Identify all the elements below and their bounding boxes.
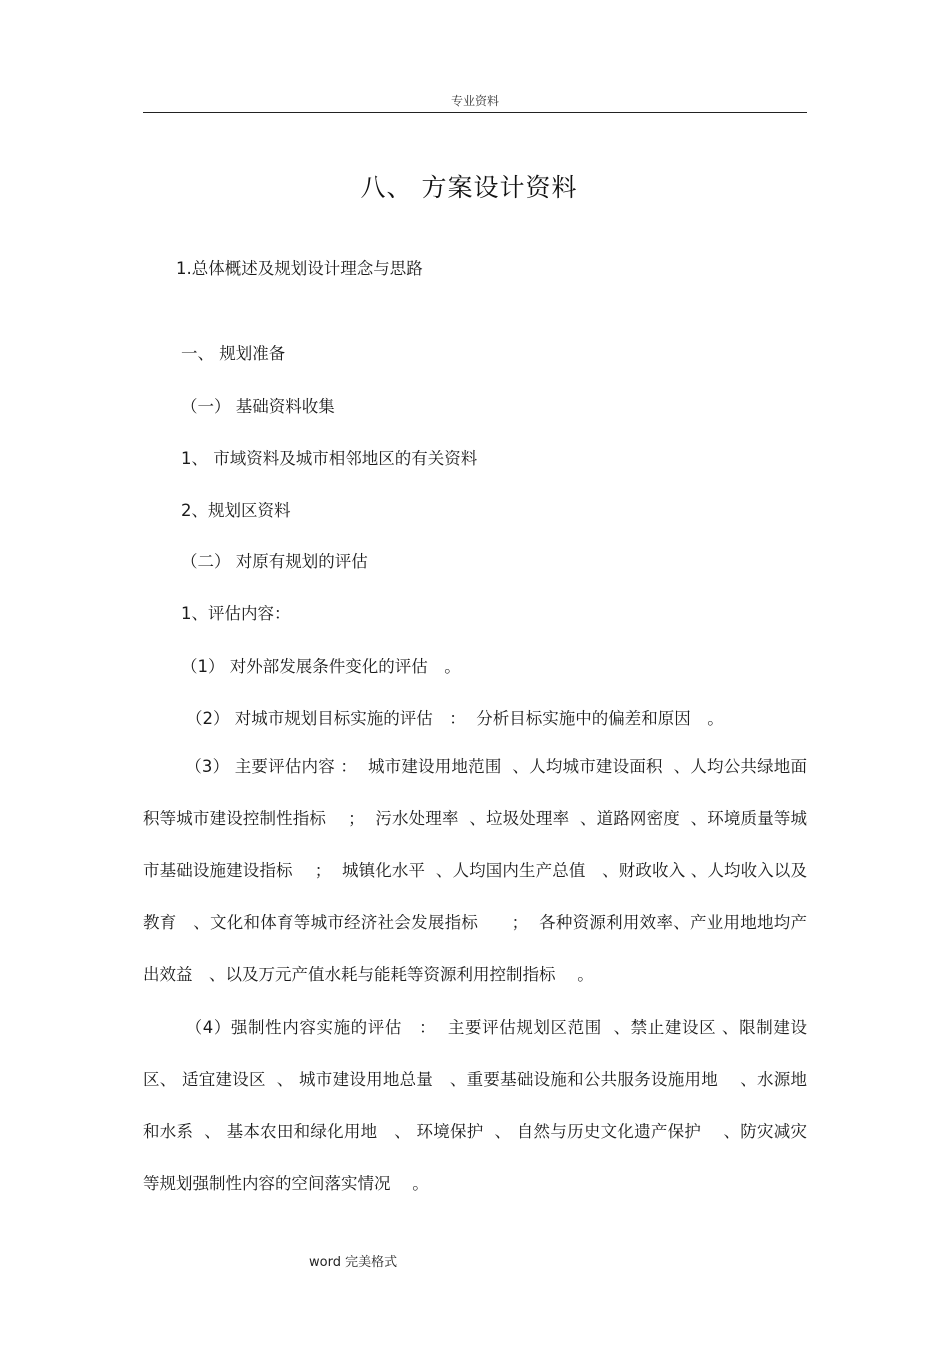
paragraph-mandatory-evaluation — [143, 1002, 807, 1210]
subheading-evaluation: （二） 对原有规划的评估 — [181, 552, 368, 571]
page-header: 专业资料 — [450, 94, 499, 108]
paragraph-mandatory-evaluation-text: （4）强制性内容实施的评估 ： 主要评估规划区范围 、禁止建设区 、限制建设区、 适宜建设区 、 城市建设用地总量 、重要基础设施和公共服务设施用地 、水源地和水系 、 基本农田和绿化用地 、 环境保护 、 自然与历史文化遗产保护 、防灾减灾等规划强制性内容的空间落实情况 。 — [143, 1018, 807, 1193]
page-title: 八、 方案设计资料 — [360, 173, 578, 202]
subheading-basic-data: （一） 基础资料收集 — [181, 397, 335, 416]
item-external-conditions: （1） 对外部发展条件变化的评估 。 — [181, 657, 461, 676]
list-item-city-data: 1、 市域资料及城市相邻地区的有关资料 — [181, 449, 478, 468]
header-divider — [143, 112, 807, 113]
paragraph-main-evaluation-text: （3） 主要评估内容 ： 城市建设用地范围 、人均城市建设面积 、人均公共绿地面积等城市建设控制性指标 ； 污水处理率 、垃圾处理率 、道路网密度 、环境质量等城市基础设施建设指标 ； 城镇化水平 、人均国内生产总值 、财政收入 、人均收入以及教育 、文化和体育等城市经济社会发展指标 ； 各种资源利用效率、产业用地地均产出效益 、以及万元产值水耗与能耗等资源利用控制指标 。 — [143, 757, 807, 984]
list-item-planning-area-data: 2、规划区资料 — [181, 501, 291, 520]
section-heading: 1.总体概述及规划设计理念与思路 — [176, 259, 423, 278]
item-target-implementation: （2） 对城市规划目标实施的评估 ： 分析目标实施中的偏差和原因 。 — [186, 709, 724, 728]
list-item-evaluation-content: 1、评估内容： — [181, 604, 291, 623]
page-footer: word 完美格式 — [309, 1255, 398, 1270]
paragraph-main-evaluation — [143, 741, 807, 1001]
heading-planning-preparation: 一、 规划准备 — [181, 344, 286, 363]
